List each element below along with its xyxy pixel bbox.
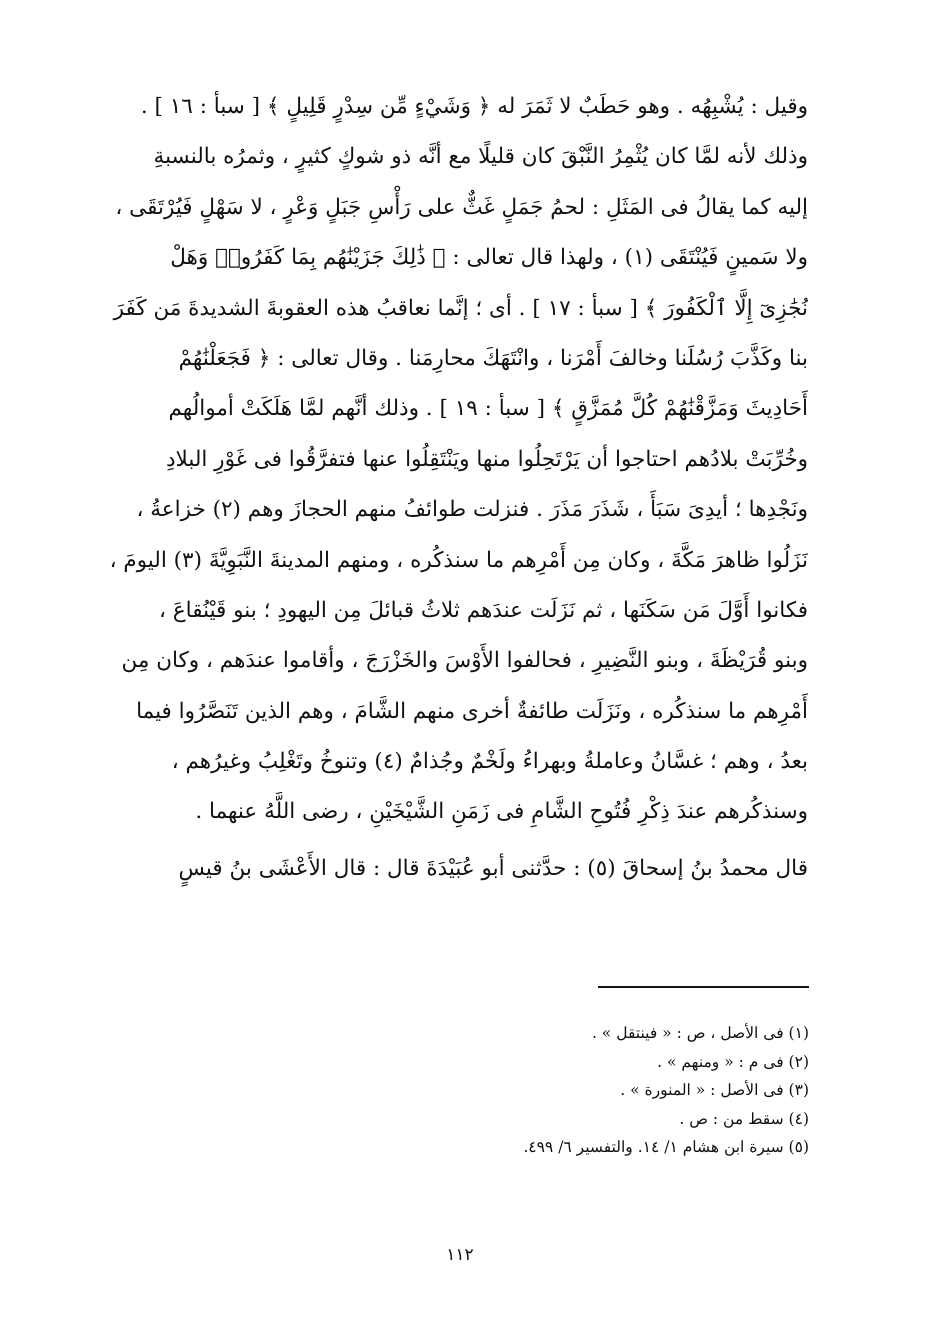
footnote-separator <box>598 986 809 988</box>
text-line: إليه كما يقالُ فى المَثَلِ : لحمُ جَمَلٍ غَثٌّ على رَأْسِ جَبَلٍ وَعْرٍ ، لا سَهْلٍ فَيُرْتَقَى ، <box>115 194 808 220</box>
text-line: ونَجْدِها ؛ أيدِىَ سَبَأَ ، شَذَرَ مَذَرَ . فنزلت طوائفُ منهم الحجازَ وهم (٢) خزاعةُ ، <box>136 497 808 523</box>
text-line: وسنذكُرهم عندَ ذِكْرِ فُتُوحِ الشَّامِ فى زَمَنِ الشَّيْخَيْنِ ، رضى اللَّهُ عنهما . <box>195 799 808 825</box>
text-line: نَزَلُوا ظاهرَ مَكَّةَ ، وكان مِن أَمْرِهم ما سنذكُره ، ومنهم المدينةَ النَّبَوِيَّةَ (٣) اليومَ ، <box>109 547 808 573</box>
text-line: بعدُ ، وهم ؛ غسَّانُ وعاملةُ وبهراءُ ولَخْمٌ وجُذامٌ (٤) وتنوخُ وتَغْلِبُ وغيرُهم ، <box>171 749 808 775</box>
text-line: أَحَادِيثَ وَمَزَّقْنَٰهُمْ كُلَّ مُمَزَّقٍ ﴾ [ سبأ : ١٩ ] . وذلك أنَّهم لمَّا هَلَكَتْ أموالُهم <box>168 396 808 422</box>
text-line: وقيل : يُشْبِهُه . وهو حَطَبٌ لا ثَمَرَ له ﴿ وَشَيْءٍ مِّن سِدْرٍ قَلِيلٍ ﴾ [ سبأ : ١٦ ] . <box>140 94 808 119</box>
text-line: وذلك لأنه لمَّا كان يُثْمِرُ النَّبْقَ كان قليلًا مع أنَّه ذو شوكٍ كثيرٍ ، وثمرُه بالنسبةِ <box>153 144 808 170</box>
footnotes <box>300 1019 809 1162</box>
footnote-4: (٤) سقط من : ص . <box>679 1109 809 1128</box>
new-paragraph-line: قال محمدُ بنُ إسحاقَ (٥) : حدَّثنى أبو عُبَيْدَةَ قال : قال الأَعْشَى بنُ قيسٍ <box>178 855 808 881</box>
footnote-2: (٢) فى م : « ومنهم » . <box>657 1052 809 1071</box>
text-line: ولا سَمينٍ فَيُنْتَقَى (١) ، ولهذا قال تعالى : ﴿ ذَٰلِكَ جَزَيْنَٰهُم بِمَا كَفَرُوا۟ وَهَلْ <box>170 245 808 271</box>
text-line: وخُرِّبَتْ بلادُهم احتاجوا أن يَرْتَحِلُوا منها ويَنْتَقِلُوا عنها فتفرَّقُوا فى غَوْرِ البلادِ <box>165 446 808 472</box>
text-line: أَمْرِهم ما سنذكُره ، ونَزَلَت طائفةٌ أخرى منهم الشَّامَ ، وهم الذين تَنَصَّرُوا فيما <box>136 698 808 724</box>
footnote-1: (١) فى الأصل ، ص : « فينتقل » . <box>591 1024 809 1042</box>
text-line: بنا وكَذَّبَ رُسُلَنا وخالفَ أَمْرَنا ، وانْتَهَكَ محارِمَنا . وقال تعالى : ﴿ فَجَعَلْنَٰهُمْ <box>178 345 808 371</box>
main-text <box>100 82 808 894</box>
footnote-3: (٣) فى الأصل : « المنورة » . <box>620 1081 809 1099</box>
text-line: نُجَٰزِىٓ إِلَّا ٱلْكَفُورَ ﴾ [ سبأ : ١٧ ] . أى ؛ إنَّما نعاقبُ هذه العقوبةَ الشديدةَ مَن كَفَرَ <box>113 295 808 321</box>
text-line: وبنو قُرَيْظَةَ ، وبنو النَّضِيرِ ، فحالفوا الأَوْسَ والخَزْرَجَ ، وأقاموا عندَهم ، وكان مِن <box>121 648 808 674</box>
text-line: فكانوا أَوَّلَ مَن سَكَنَها ، ثم نَزَلَت عندَهم ثلاثُ قبائلَ مِن اليهودِ ؛ بنو قَيْنُقاعَ ، <box>159 597 808 623</box>
page-number: ١١٢ <box>446 1245 474 1265</box>
footnote-5: (٥) سيرة ابن هشام ١/ ١٤. والتفسير ٦/ ٤٩٩. <box>523 1138 809 1156</box>
